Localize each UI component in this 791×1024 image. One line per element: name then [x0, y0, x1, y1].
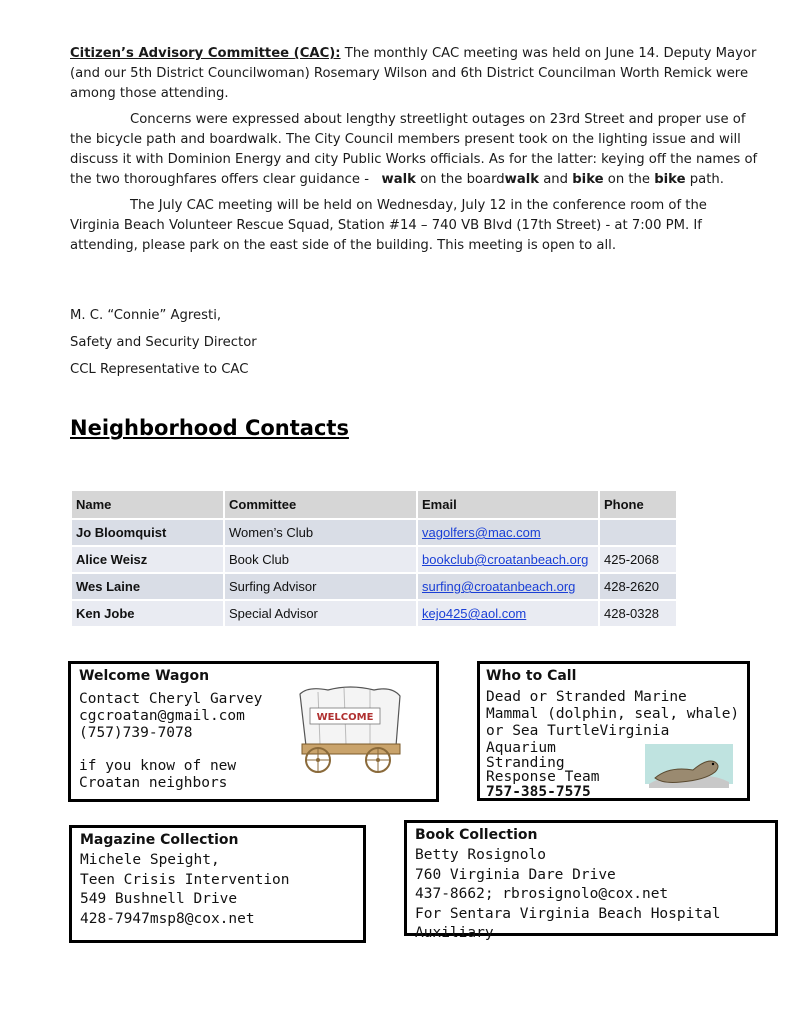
- contact-phone: 428-0328: [600, 601, 676, 626]
- contact-committee: Surfing Advisor: [225, 574, 416, 599]
- welcome-wagon-line-4: if you know of new: [79, 758, 237, 774]
- contact-committee: Women’s Club: [225, 520, 416, 545]
- cac-p2-text-c: on the: [603, 172, 655, 187]
- who-to-call-line-1: Dead or Stranded Marine: [486, 689, 687, 705]
- wagon-sign-text: WELCOME: [316, 712, 374, 723]
- who-to-call-title: Who to Call: [486, 668, 577, 684]
- magazine-collection-box: [69, 825, 366, 943]
- magazine-collection-title: Magazine Collection: [80, 832, 239, 848]
- bike-emphasis-2: bike: [654, 172, 686, 187]
- table-row: [72, 520, 676, 545]
- book-line-3: 437-8662; rbrosignolo@cox.net: [415, 886, 669, 902]
- walk-emphasis: walk: [381, 172, 416, 187]
- signature-block: [70, 306, 257, 387]
- table-row: [72, 574, 676, 599]
- signature-title: Safety and Security Director: [70, 335, 257, 350]
- contact-email-cell: [418, 547, 598, 572]
- who-to-call-line-3: or Sea TurtleVirginia Aquarium: [486, 723, 670, 756]
- table-row: [72, 547, 676, 572]
- contact-name: Wes Laine: [72, 574, 223, 599]
- contact-phone: [600, 520, 676, 545]
- table-header-row: [72, 491, 676, 518]
- welcome-wagon-box: [68, 661, 439, 802]
- book-line-1: Betty Rosignolo: [415, 847, 546, 863]
- signature-name: M. C. “Connie” Agresti,: [70, 308, 222, 323]
- contact-name: Alice Weisz: [72, 547, 223, 572]
- welcome-wagon-title: Welcome Wagon: [79, 668, 210, 684]
- cac-p2-text-b: and: [539, 172, 573, 187]
- who-to-call-line-5: Response Team: [486, 769, 600, 785]
- book-collection-title: Book Collection: [415, 827, 538, 843]
- who-to-call-line-2: Mammal (dolphin, seal, whale): [486, 706, 740, 722]
- email-link[interactable]: vagolfers@mac.com: [422, 525, 541, 540]
- magazine-line-1: Michele Speight,: [80, 852, 220, 868]
- welcome-wagon-line-1: Contact Cheryl Garvey: [79, 691, 263, 707]
- cac-paragraph-2-text: Concerns were expressed about lengthy streetlight outages on 23rd Street and proper use of the bicycle path and boardwalk. The City Council members present took on the lighting issue and will discuss it with Dominion Energy and city Public Works officials. As for the latter: keying off the names of the two thoroughfares offers clear guidance -: [70, 112, 758, 187]
- header-name: Name: [72, 491, 223, 518]
- book-collection-box: [404, 820, 778, 941]
- book-line-2: 760 Virginia Dare Drive: [415, 866, 616, 883]
- contact-name: Ken Jobe: [72, 601, 223, 626]
- cac-heading: Citizen’s Advisory Committee (CAC):: [70, 46, 341, 61]
- contacts-table: [70, 489, 678, 628]
- email-link[interactable]: bookclub@croatanbeach.org: [422, 552, 589, 567]
- book-line-4: For Sentara Virginia Beach Hospital Auxiliary: [415, 905, 721, 941]
- contact-email-cell: [418, 601, 598, 626]
- seal-icon: [645, 744, 733, 792]
- table-row: [72, 601, 676, 626]
- contact-name: Jo Bloomquist: [72, 520, 223, 545]
- cac-paragraph-3: The July CAC meeting will be held on Wednesday, July 12 in the conference room of the Virginia Beach Volunteer Rescue Squad, Station #14 – 740 VB Blvd (17th Street) - at 7:00 PM. If attending, please park on the east side of the building. This meeting is open to all.: [70, 198, 707, 253]
- walk-emphasis-2: walk: [504, 172, 540, 187]
- neighborhood-contacts-title: Neighborhood Contacts: [70, 416, 349, 440]
- magazine-line-4: 428-7947msp8@cox.net: [80, 910, 255, 927]
- stranding-phone: 757-385-7575: [486, 784, 591, 800]
- contact-email-cell: [418, 574, 598, 599]
- bike-emphasis: bike: [572, 172, 604, 187]
- magazine-line-3: 549 Bushnell Drive: [80, 891, 238, 907]
- contact-phone: 425-2068: [600, 547, 676, 572]
- who-to-call-line-4: Stranding: [486, 755, 565, 771]
- cac-paragraph-2: [70, 110, 760, 190]
- header-email: Email: [418, 491, 598, 518]
- cac-article: [70, 44, 760, 262]
- header-committee: Committee: [225, 491, 416, 518]
- email-link[interactable]: surfing@croatanbeach.org: [422, 579, 576, 594]
- email-link[interactable]: kejo425@aol.com: [422, 606, 527, 621]
- magazine-line-2: Teen Crisis Intervention: [80, 871, 290, 888]
- cac-p2-text-a: on the board: [415, 172, 505, 187]
- welcome-wagon-email: cgcroatan@gmail.com: [79, 708, 245, 724]
- cac-paragraph-1-text: The monthly CAC meeting was held on June 14. Deputy Mayor (and our 5th District Councilwoman) Rosemary Wilson and 6th District Councilman Worth Remick were among those attending.: [70, 46, 757, 101]
- welcome-wagon-phone: (757)739-7078: [79, 725, 193, 741]
- contact-phone: 428-2620: [600, 574, 676, 599]
- contact-committee: Special Advisor: [225, 601, 416, 626]
- cac-paragraph-1: [70, 44, 760, 104]
- contact-email-cell: [418, 520, 598, 545]
- signature-role: CCL Representative to CAC: [70, 362, 249, 377]
- welcome-wagon-line-5: Croatan neighbors: [79, 775, 228, 791]
- contact-committee: Book Club: [225, 547, 416, 572]
- covered-wagon-icon: [288, 684, 414, 774]
- header-phone: Phone: [600, 491, 676, 518]
- who-to-call-box: [477, 661, 750, 801]
- cac-p2-text-d: path.: [685, 172, 724, 187]
